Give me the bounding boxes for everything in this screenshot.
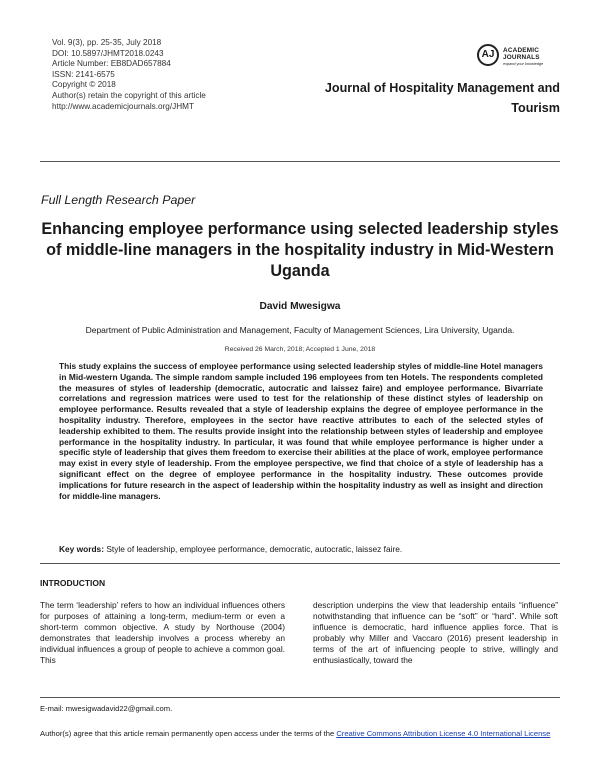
- body-column-left: The term ‘leadership’ refers to how an individual influences others for purposes of attaining a long-term, medium-term or even a short-term common objective. A study by Northouse (2004) demonstrates that leadership involves a process whereby an individual influences a group of people to achieve a common goal. This: [40, 600, 285, 665]
- meta-doi: DOI: 10.5897/JHMT2018.0243: [52, 48, 164, 58]
- keywords-label: Key words:: [59, 544, 104, 554]
- corresponding-email: E-mail: mwesigwadavid22@gmail.com.: [40, 704, 173, 713]
- meta-issn: ISSN: 2141-6575: [52, 69, 115, 79]
- section-heading-introduction: INTRODUCTION: [40, 578, 106, 588]
- license-link[interactable]: Creative Commons Attribution License 4.0 International License: [336, 729, 551, 738]
- received-accepted-dates: Received 26 March, 2018; Accepted 1 June, 2018: [224, 346, 376, 353]
- publisher-logo: [477, 44, 567, 70]
- abstract-divider: [40, 563, 560, 564]
- logo-wordmark: [503, 47, 540, 61]
- logo-mark: AJ: [477, 44, 499, 66]
- body-column-right: description underpins the view that leadership entails “influence” notwithstanding that influence can be “soft” or “hard”. While soft influence is democratic, hard influence applies force. That is probably why Miller and Vaccaro (2016) present leadership in terms of the art of influencing people to strive, willingly and enthusiastically, toward the: [313, 600, 558, 665]
- license-notice: [40, 728, 570, 739]
- meta-article-number: Article Number: EB8DAD657884: [52, 59, 171, 69]
- logo-tagline: expand your knowledge: [503, 62, 544, 66]
- paper-title: Enhancing employee performance using selected leadership styles of middle-line managers in the hospitality industry in Mid-Western Uganda: [41, 220, 559, 280]
- abstract: This study explains the success of employee performance using selected leadership styles of middle-line Hotel managers in Mid-western Uganda. The simple random sample included 196 employees from ten Hotels. The respondents completed the measures of styles of leadership (democratic, autocratic and laissez faire) and employee performance. Bivarriate correlations and regression matrices were used to test for the relationship of these distinct styles of leadership on employee performance. Results revealed that a style of leadership explains the degree of employee performance in the hospitality industry. Therefore, employees in the sector have reactive attributes to each of the selected styles of leadership exhibited to them. The results provide insight into the relationship between styles of leadership and employee performance in the hospitality industry. In particular, it was found that while employee performance is higher under a specific style of leadership that gives them freedom to exercise their abilities at the place of work, employee performance may exist in every style of leadership. From the employee perspective, we find that choice of a style of leadership has a significant effect on the degree of employee performance in the hospitality industry. These outcomes provide implications for future research in the aspect of leadership within the hospitality industry as well as insight and direction for middle-line managers.: [59, 361, 543, 501]
- license-text: Author(s) agree that this article remain permanently open access under the terms of the: [40, 729, 337, 738]
- meta-rights: Author(s) retain the copyright of this article: [52, 90, 206, 100]
- meta-copyright: Copyright © 2018: [52, 80, 116, 90]
- logo-line-2: JOURNALS: [503, 54, 540, 62]
- logo-line-1: ACADEMIC: [503, 47, 540, 54]
- header-divider: [40, 161, 560, 162]
- article-meta: [52, 38, 206, 112]
- author-affiliation: Department of Public Administration and Management, Faculty of Management Sciences, Lira University, Uganda.: [85, 325, 515, 335]
- meta-volume: Vol. 9(3), pp. 25-35, July 2018: [52, 38, 162, 47]
- meta-url: http://www.academicjournals.org/JHMT: [52, 101, 194, 111]
- footer-divider: [40, 697, 560, 698]
- keywords-list: Style of leadership, employee performance, democratic, autocratic, laissez faire.: [106, 544, 403, 554]
- keywords: [59, 544, 549, 554]
- author-name: David Mwesigwa: [259, 301, 341, 312]
- paper-type: Full Length Research Paper: [41, 193, 196, 207]
- journal-name: Journal of Hospitality Management and Tourism: [324, 81, 560, 115]
